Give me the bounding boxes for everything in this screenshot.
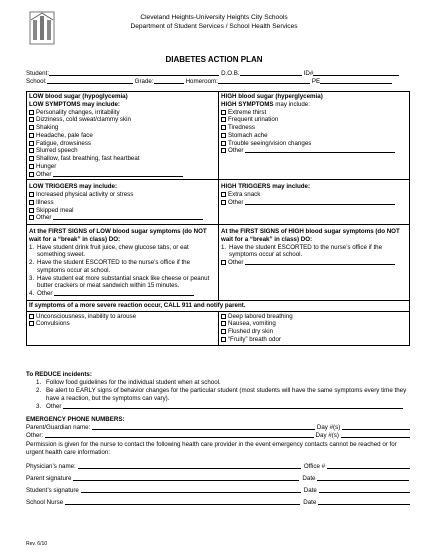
parent-signature-label: Parent signature <box>26 474 72 482</box>
parent-signature-row <box>26 475 410 483</box>
checkbox-icon[interactable] <box>29 208 34 213</box>
date-field[interactable] <box>317 475 409 481</box>
severe-item[interactable]: Deep labored breathing <box>221 313 407 321</box>
checkbox-icon[interactable] <box>29 164 34 169</box>
low-symptoms-title: LOW SYMPTOMS may include: <box>29 100 120 108</box>
district-name: Cleveland Heights-University Heights City Schools <box>140 14 288 21</box>
nurse-field[interactable] <box>65 499 300 505</box>
low-first-signs-cell <box>27 225 218 300</box>
first-signs-section <box>27 225 409 301</box>
checkbox-icon[interactable] <box>221 329 226 334</box>
physician-field[interactable] <box>78 463 301 469</box>
high-symptom-item[interactable]: Stomach ache <box>221 132 407 140</box>
school-field[interactable] <box>47 78 133 84</box>
parent-row <box>26 424 410 432</box>
pe-label: PE <box>311 78 321 86</box>
student-field[interactable] <box>49 70 219 76</box>
id-field[interactable] <box>313 70 399 76</box>
other-field[interactable] <box>54 290 194 296</box>
reduce-item: 1. Follow food guidelines for the individual student when at school. <box>36 379 221 387</box>
parent-label: Parent/Guardian name: <box>26 424 91 432</box>
checkbox-icon[interactable] <box>29 192 34 197</box>
high-symptom-item[interactable]: Trouble seeing/vision changes <box>221 140 407 148</box>
parent-signature-field[interactable] <box>73 475 299 481</box>
low-header: LOW blood sugar (hypoglycemia) <box>29 93 128 100</box>
nurse-row <box>26 499 410 507</box>
checkbox-icon[interactable] <box>29 314 34 319</box>
checkbox-icon[interactable] <box>221 148 226 153</box>
low-trigger-item[interactable]: Skipped meal <box>29 207 216 215</box>
checkbox-icon[interactable] <box>29 200 34 205</box>
low-step: 1. Have student drink fruit juice, chew glucose tabs, or eat something sweet. <box>29 243 189 259</box>
triggers-section <box>27 180 409 225</box>
office-field[interactable] <box>327 463 410 469</box>
dob-label: D.O.B. <box>221 70 240 77</box>
low-symptom-item[interactable]: Hunger <box>29 163 216 171</box>
severe-title-row <box>27 301 409 312</box>
reduce-list <box>26 379 410 411</box>
severe-item[interactable]: Unconsciousness, inability to arouse <box>29 313 216 321</box>
reduce-item: 2. Be alert to EARLY signs of behavior changes for the particular student (most students will have the same symptoms every time they have a reaction, but the symptoms can vary). <box>36 387 407 403</box>
other-field[interactable] <box>63 403 403 409</box>
high-symptom-other[interactable]: Other <box>221 147 407 155</box>
revision-note: Rev. 6/10 <box>26 541 48 547</box>
high-symptom-item[interactable]: Frequent urination <box>221 116 407 124</box>
high-step: 1. Have the student ESCORTED to the nurse’s office if the symptoms occur at school. <box>221 243 383 259</box>
id-label: ID# <box>303 70 314 77</box>
checkbox-icon[interactable] <box>221 141 226 146</box>
school-label: School: <box>26 78 47 86</box>
severe-item[interactable]: “Fruity” breath odor <box>221 336 407 344</box>
checkbox-icon[interactable] <box>221 260 226 265</box>
student-signature-field[interactable] <box>81 487 301 493</box>
high-trigger-item[interactable]: Extra snack <box>221 191 407 199</box>
homeroom-field[interactable] <box>218 78 310 84</box>
other-row <box>26 432 410 440</box>
checkbox-icon[interactable] <box>29 321 34 326</box>
checkbox-icon[interactable] <box>29 141 34 146</box>
pe-field[interactable] <box>320 78 392 84</box>
checkbox-icon[interactable] <box>221 110 226 115</box>
checkbox-icon[interactable] <box>29 156 34 161</box>
other-label: Other: <box>26 432 44 440</box>
grade-field[interactable] <box>154 78 184 84</box>
day-field[interactable] <box>342 424 410 430</box>
checkbox-icon[interactable] <box>221 117 226 122</box>
letterhead <box>0 14 428 31</box>
emergency-title: EMERGENCY PHONE NUMBERS: <box>26 416 125 424</box>
severe-left-cell <box>27 312 218 345</box>
low-symptom-item[interactable]: Slurred speech <box>29 147 216 155</box>
low-step: 2. Have the student ESCORTED to the nurse’s office if the symptoms occur at school. <box>29 259 191 274</box>
day-field[interactable] <box>341 432 410 438</box>
other-field[interactable] <box>53 171 183 177</box>
other-field[interactable] <box>53 214 203 220</box>
low-step: 3. Have student eat more substantial snack like cheese or peanut butter crackers or meat sandwich within 15 minutes. <box>29 274 210 290</box>
action-plan-table <box>26 91 410 346</box>
high-triggers-cell <box>218 180 409 224</box>
low-first-signs-title: At the FIRST SIGNS of LOW blood sugar symptoms (do NOT wait for a “break” in class) DO: <box>29 228 207 243</box>
low-symptom-item[interactable]: Shaking <box>29 124 216 132</box>
checkbox-icon[interactable] <box>221 200 226 205</box>
nurse-label: School Nurse <box>26 498 64 506</box>
student-label: Student: <box>26 70 50 77</box>
severe-section <box>27 312 409 345</box>
low-trigger-other[interactable]: Other <box>29 214 216 222</box>
checkbox-icon[interactable] <box>221 125 226 130</box>
checkbox-icon[interactable] <box>221 314 226 319</box>
day-label: Day #(s) <box>315 432 339 440</box>
day-label: Day #(s) <box>316 424 341 432</box>
low-symptom-other[interactable]: Other <box>29 171 216 179</box>
permission-text: Permission is given for the nurse to contact the following health care provider in the event emergency contacts cannot be reached or for urgent health care information: <box>26 440 397 456</box>
student-signature-row <box>26 487 410 495</box>
low-symptom-item[interactable]: Personality changes, irritability <box>29 109 216 117</box>
other-field[interactable] <box>245 199 395 205</box>
lower-section <box>26 371 410 507</box>
checkbox-icon[interactable] <box>221 321 226 326</box>
other-field[interactable] <box>245 259 395 265</box>
checkbox-icon[interactable] <box>221 192 226 197</box>
high-first-signs-title: At the FIRST SIGNS of HIGH blood sugar symptoms (do NOT wait for a “break” in class) DO: <box>221 228 400 243</box>
low-trigger-item[interactable]: Increased physical activity or stress <box>29 191 216 199</box>
checkbox-icon[interactable] <box>29 125 34 130</box>
checkbox-icon[interactable] <box>221 337 226 342</box>
other-field[interactable] <box>245 147 395 153</box>
parent-field[interactable] <box>92 424 315 430</box>
symptoms-section <box>27 92 409 180</box>
low-symptom-item[interactable]: Fatigue, drowsiness <box>29 140 216 148</box>
low-step-other: 4. Other <box>29 290 216 298</box>
high-symptoms-suffix: may include: <box>275 100 310 108</box>
reduce-title: To REDUCE incidents: <box>26 371 92 378</box>
high-first-signs-cell <box>218 225 409 300</box>
checkbox-icon[interactable] <box>29 172 34 177</box>
severe-item[interactable]: Nausea, vomiting <box>221 320 407 328</box>
date-label: Date <box>303 486 317 494</box>
low-symptom-item[interactable]: Shallow, fast breathing, fast heartbeat <box>29 155 216 163</box>
homeroom-label: Homeroom: <box>185 78 218 86</box>
low-symptom-item[interactable]: Dizziness, cold sweat/clammy skin <box>29 116 216 124</box>
physician-label: Physician’s name: <box>26 462 76 470</box>
severe-item[interactable]: Convulsions <box>29 320 216 328</box>
severe-right-cell <box>218 312 409 345</box>
high-symptom-item[interactable]: Extreme thirst <box>221 109 407 117</box>
date-field[interactable] <box>319 487 410 493</box>
low-triggers-cell <box>27 180 218 224</box>
low-trigger-item[interactable]: Illness <box>29 199 216 207</box>
checkbox-icon[interactable] <box>29 133 34 138</box>
student-signature-label: Student’s signature <box>26 486 79 494</box>
page-title: DIABETES ACTION PLAN <box>165 55 263 64</box>
low-triggers-title: LOW TRIGGERS may include: <box>29 183 118 191</box>
high-symptoms-title: HIGH SYMPTOMS <box>221 100 274 108</box>
checkbox-icon[interactable] <box>29 148 34 153</box>
high-trigger-other[interactable]: Other <box>221 199 407 207</box>
department-name: Department of Student Services / School Health Services <box>130 22 298 30</box>
dob-field[interactable] <box>240 70 302 76</box>
low-symptom-item[interactable]: Headache, pale face <box>29 132 216 140</box>
physician-row <box>26 463 410 471</box>
other-contact-field[interactable] <box>45 432 313 438</box>
high-step-other[interactable]: Other <box>221 259 407 267</box>
date-field[interactable] <box>318 499 410 505</box>
severe-title: If symptoms of a more severe reaction occur, CALL 911 and notify parent. <box>29 301 246 309</box>
high-symptom-item[interactable]: Tiredness <box>221 124 407 132</box>
checkbox-icon[interactable] <box>29 110 34 115</box>
grade-label: Grade: <box>134 78 154 86</box>
checkbox-icon[interactable] <box>29 117 34 122</box>
office-label: Office # <box>303 462 326 470</box>
checkbox-icon[interactable] <box>221 133 226 138</box>
low-symptoms-cell <box>27 92 218 179</box>
high-header: HIGH blood sugar (hyperglycemia) <box>221 93 323 100</box>
high-triggers-title: HIGH TRIGGERS may include: <box>221 183 311 191</box>
high-symptoms-cell <box>218 92 409 179</box>
checkbox-icon[interactable] <box>29 215 34 220</box>
date-label: Date <box>302 474 316 482</box>
date-label: Date <box>303 498 317 506</box>
severe-item[interactable]: Flushed dry skin <box>221 328 407 336</box>
student-info <box>26 70 406 87</box>
reduce-item-other: 3. Other <box>36 403 410 411</box>
